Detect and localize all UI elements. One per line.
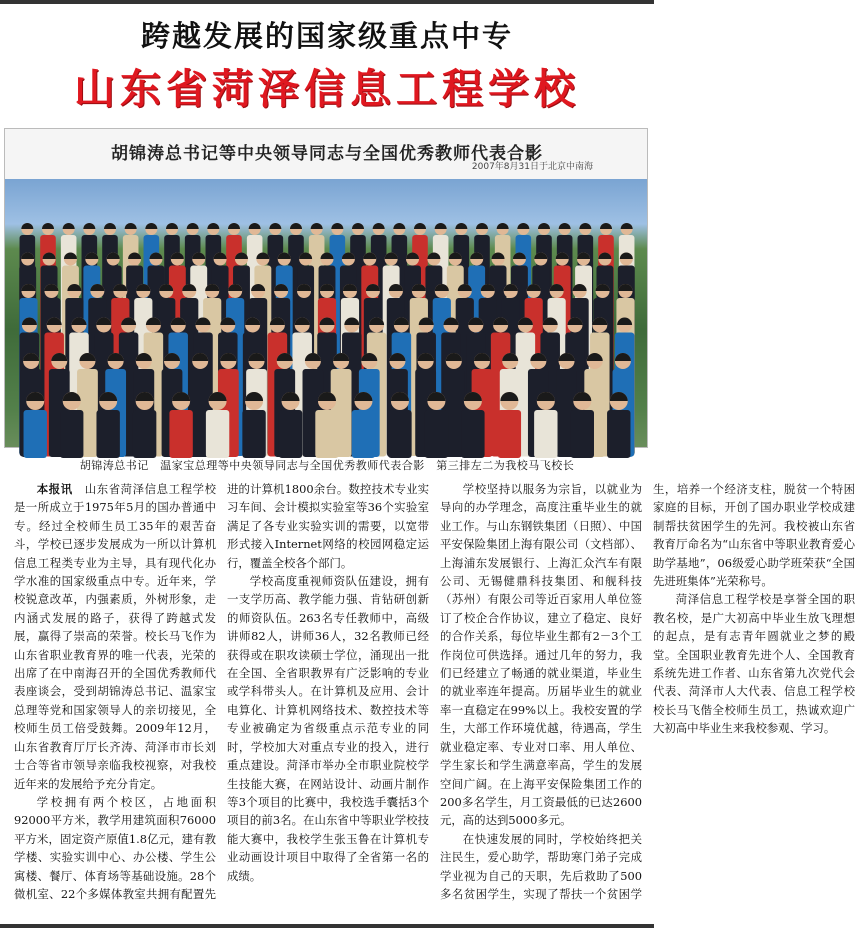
person-hair [228, 223, 240, 229]
person-hair [455, 223, 467, 229]
article-paragraph-1-text: 山东省菏泽信息工程学校是一所成立于1975年5月的国办普通中专。经过全校师生员工35年的艰苦奋斗，学校已逐步发展成为一所以计算机信息工程类专业为主导，具有现代化办学水准的国家级重点中专。近年来，学校锐意改革，内强素质，外树形象，走内涵式发展的路子，获得了跨越式发展，赢得了崇高的荣誉。校长马飞作为山东省职业教育界的唯一代表，光荣的出席了在中南海召开的全国优秀教师代表座谈会，受到胡锦涛总书记、温家宝总理等党和国家领导人的亲切接见，全校师生员工倍受鼓舞。2009年12月，山东省教育厅厅长齐涛、菏泽市市长刘士合等省市领导亲临我校视察，对我校近年来的发展给予充分肯定。 [14, 482, 216, 791]
article-paragraph-3: 学校高度重视师资队伍建设，拥有一支学历高、教学能力强、肯钻研创新的师资队伍。263名专任教师中，高级讲师82人，讲师36人，32名教师已经获得或在职攻读硕士学位，涌现出一批在全国、全省职教界有广泛影响的专业或学科带头人。在计算机及应用、会计电算化、计算机网络技术、数控技术等专业被确定为省级重点示范专业的同时，学校加大对重点专业的投入，进行重点建设。菏泽市举办全市职业院校学生技能大赛，在网站设计、动画片制作等3个项目的比赛中，我校选手囊括3个项目的前3名。在山东省中等职业学校技能大赛中，我校学生张玉鲁在计算机专业动画设计项目中取得了全省第一名的成绩。 [227, 574, 429, 883]
person-body [60, 410, 83, 458]
photo-banner-title: 胡锦涛总书记等中央领导同志与全国优秀教师代表合影 [111, 144, 543, 164]
person-hair [435, 223, 447, 229]
person-hair [269, 223, 281, 229]
person-hair [145, 223, 157, 229]
person-hair [42, 223, 54, 229]
article-paragraph-4: 学校坚持以服务为宗旨，以就业为导向的办学理念，高度注重毕业生的就业工作。与山东钢铁集团（日照）、中国平安保险集团上海有限公司（文档部）、上海浦东发展银行、上海汇众汽车有限公司、无锡健鼎科技集团、和舰科技（苏州）有限公司等近百家用人单位签订了校企合作协议，建立了稳定、良好的合作关系，每位毕业生都有2－3个工作岗位可供选择。通过几年的努力，我们已经建立了畅通的就业渠道，毕业生的就业率连年提高。历届毕业生的就业率一直稳定在99%以上。我校安置的学生，大部工作环境优越，待遇高，学生就业稳定率、专业对口率、用人单位、学生家长和学生满意率高，学生的发展空间广阔。在上海平安保险集团工作的200多名学生，月工资最低的已达2600元，高的达到5000多元。 [440, 482, 642, 828]
person-body [169, 410, 192, 458]
person-hair [393, 223, 405, 229]
person-body [315, 410, 338, 458]
article-paragraph-6: 菏泽信息工程学校是享誉全国的职教名校，是广大初高中毕业生放飞理想的起点，是有志青年圆就业之梦的殿堂。全国职业教育先进个人、全国教育系统先进工作者、山东省第九次党代会代表、菏泽市人大代表、信息工程学校校长马飞偕全校师生员工，热诚欢迎广大初高中毕业生来我校参观、学习。 [653, 592, 855, 736]
person-body [206, 410, 229, 458]
header-rule [0, 0, 654, 4]
person-hair [497, 223, 509, 229]
article-paragraph-5: 在快速发展的同时，学校始终把关注民生，爱心助学，帮助寒门弟子完成学业视为自己的天职，先后救助了500多名贫困学生，实现了帮扶一个贫困学生，培养一个经济支柱，脱贫一个特困家庭的目标，开创了国办职业学校成建制帮扶贫困学生的先河。我校被山东省教育厅命名为“山东省中等职业教育爱心助学基地”，06级爱心助学班荣获“全国先进班集体”光荣称号。 [440, 482, 855, 901]
school-title: 山东省菏泽信息工程学校 [74, 65, 580, 113]
crowd-illustration [5, 189, 649, 449]
person-body [133, 410, 156, 458]
person-hair [600, 223, 612, 229]
person-body [607, 410, 630, 458]
person-hair [621, 223, 633, 229]
person-hair [373, 223, 385, 229]
person-body [279, 410, 302, 458]
person-body [352, 410, 375, 458]
header-subtitle: 跨越发展的国家级重点中专 [140, 19, 513, 53]
person-hair [249, 223, 261, 229]
person-hair [290, 223, 302, 229]
photo-caption: 胡锦涛总书记 温家宝总理等中央领导同志与全国优秀教师代表合影 第三排左二为我校马飞校长 [79, 459, 575, 472]
photo-date: 2007年8月31日于北京中南海 [471, 162, 593, 172]
person-hair [125, 223, 137, 229]
person-body [571, 410, 594, 458]
person-hair [104, 223, 116, 229]
person-hair [21, 223, 33, 229]
person-body [24, 410, 47, 458]
person-body [498, 410, 521, 458]
person-body [96, 410, 119, 458]
article-dateline: 本报讯 [36, 482, 73, 496]
person-body [534, 410, 557, 458]
person-hair [83, 223, 95, 229]
page-header [0, 0, 654, 120]
footer-rule [0, 924, 654, 928]
person-body [425, 410, 448, 458]
person-hair [166, 223, 178, 229]
person-hair [352, 223, 364, 229]
person-hair [579, 223, 591, 229]
person-hair [207, 223, 219, 229]
person-body [461, 410, 484, 458]
article-paragraph-2: 学校拥有两个校区，占地面积92000平方米，教学用建筑面积76000平方米，固定资产原值1.8亿元，建有教学楼、实验实训中心、办公楼、学生公寓楼、餐厅、体育场等基础设施。28个微机室、22个多媒体教室共拥有配置先进的计算机1800余台。数控技术专业实习车间、会计模拟实验室等36个实验室满足了各专业实验实训的需要，以宽带形式接入Internet网络的校园网稳定运行，覆盖全校各个部门。 [14, 482, 429, 901]
person-hair [331, 223, 343, 229]
person-hair [414, 223, 426, 229]
person-body [388, 410, 411, 458]
group-photo [4, 128, 648, 448]
person-hair [559, 223, 571, 229]
person-hair [311, 223, 323, 229]
person-body [242, 410, 265, 458]
article-body [14, 480, 855, 920]
article-paragraph-1 [14, 480, 216, 793]
person-hair [538, 223, 550, 229]
person-hair [63, 223, 75, 229]
person-hair [476, 223, 488, 229]
person-hair [187, 223, 199, 229]
person-hair [517, 223, 529, 229]
